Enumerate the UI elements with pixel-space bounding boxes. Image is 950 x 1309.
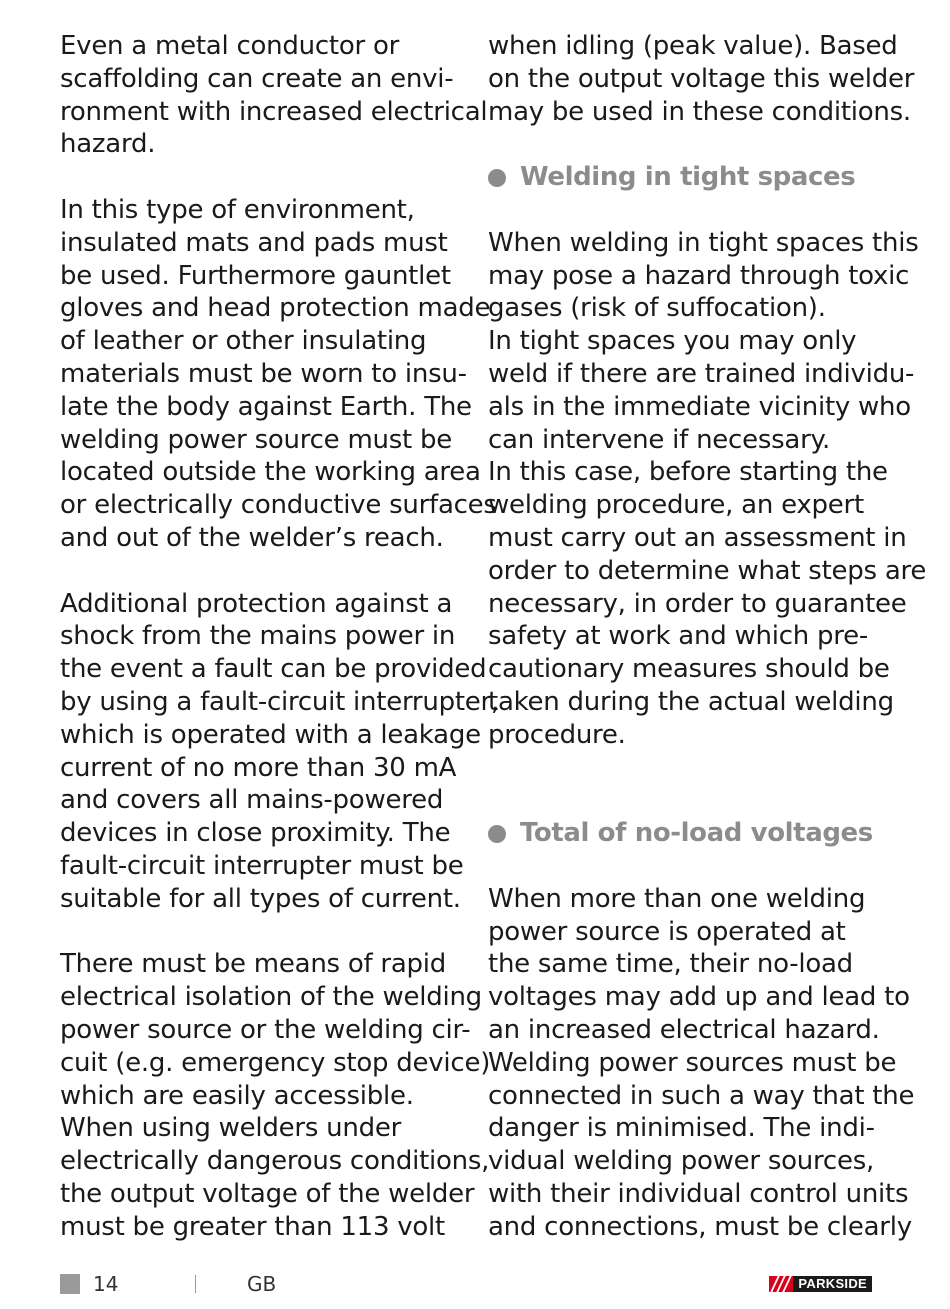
text-line: an increased electrical hazard. [488,1014,880,1045]
text-line: must carry out an assessment in [488,522,907,553]
text-line: There must be means of rapid [60,949,447,980]
text-line: suitable for all types of current. [60,883,461,914]
paragraph [60,30,488,161]
logo-stripes-icon [769,1276,793,1292]
text-line: In this case, before starting the [488,457,888,488]
text-line: the same time, their no-load [488,949,853,980]
paragraph [488,227,927,752]
paragraph [60,948,491,1243]
text-line: on the output voltage this welder [488,63,915,94]
text-line: materials must be worn to insu- [60,358,467,389]
language-code: GB [247,1272,277,1296]
text-line: scaffolding can create an envi- [60,63,454,94]
text-line: electrically dangerous conditions, [60,1146,490,1177]
text-line: welding procedure, an expert [488,490,864,521]
text-line: ronment with increased electrical [60,96,488,127]
text-line: located outside the working area [60,457,481,488]
text-line: necessary, in order to guarantee [488,588,907,619]
section-heading-text: Total of no-load voltages [520,818,873,849]
right-column [488,30,927,1243]
text-line: hazard. [60,129,156,160]
text-line: and covers all mains-powered [60,785,444,816]
text-line: als in the immediate vicinity who [488,391,911,422]
text-line: safety at work and which pre- [488,621,868,652]
text-line: cautionary measures should be [488,654,890,685]
footer-divider [195,1275,196,1293]
paragraph [60,588,499,916]
text-line: may pose a hazard through toxic [488,260,910,291]
text-line: can intervene if necessary. [488,424,830,455]
page-number: 14 [93,1272,119,1296]
text-line: Even a metal conductor or [60,31,400,61]
text-line: late the body against Earth. The [60,391,472,422]
text-line: fault-circuit interrupter must be [60,850,464,881]
text-line: vidual welding power sources, [488,1146,874,1177]
text-line: When more than one welding [488,883,866,914]
text-line: and connections, must be clearly [488,1211,912,1242]
left-column [60,30,499,1243]
text-line: and out of the welder’s reach. [60,522,444,553]
page-footer [60,1272,872,1296]
parkside-logo [769,1276,872,1292]
text-line: be used. Furthermore gauntlet [60,260,451,291]
text-line: devices in close proximity. The [60,818,451,849]
text-line: order to determine what steps are [488,555,927,586]
text-line: insulated mats and pads must [60,227,448,258]
text-line: voltages may add up and lead to [488,982,910,1013]
text-line: when idling (peak value). Based [488,31,898,61]
text-line: gases (risk of suffocation). [488,293,826,324]
text-line: shock from the mains power in [60,621,456,652]
text-line: taken during the actual welding [488,686,894,717]
text-line: which is operated with a leakage [60,719,481,750]
text-line: with their individual control units [488,1178,909,1209]
section-heading [488,817,898,850]
text-line: weld if there are trained individu- [488,358,915,389]
text-line: which are easily accessible. [60,1080,414,1111]
text-line: the event a fault can be provided [60,654,487,685]
section-heading-text: Welding in tight spaces [520,162,856,193]
text-line: electrical isolation of the welding [60,982,482,1013]
text-line: danger is minimised. The indi- [488,1113,875,1144]
text-line: must be greater than 113 volt [60,1211,445,1242]
text-line: connected in such a way that the [488,1080,915,1111]
paragraph [488,883,915,1244]
text-line: gloves and head protection made [60,293,491,324]
text-line: procedure. [488,719,626,750]
text-line: When using welders under [60,1113,402,1144]
text-line: may be used in these conditions. [488,96,911,127]
text-line: of leather or other insulating [60,326,427,357]
text-line: In tight spaces you may only [488,326,857,357]
bullet-icon [488,825,506,843]
text-line: power source is operated at [488,916,846,947]
page-marker-icon [60,1274,80,1294]
section-heading [488,161,898,194]
text-line: the output voltage of the welder [60,1178,475,1209]
text-line: current of no more than 30 mA [60,752,457,783]
brand-wordmark: PARKSIDE [793,1276,872,1292]
text-line: or electrically conductive surfaces [60,490,497,521]
paragraph [488,30,915,128]
text-line: In this type of environment, [60,194,415,225]
text-line: welding power source must be [60,424,453,455]
text-line: by using a fault-circuit interrupter, [60,686,499,717]
text-line: cuit (e.g. emergency stop device) [60,1047,491,1078]
text-line: When welding in tight spaces this [488,227,919,258]
text-line: power source or the welding cir- [60,1014,471,1045]
paragraph [60,194,497,555]
text-line: Additional protection against a [60,588,453,619]
bullet-icon [488,169,506,187]
text-line: Welding power sources must be [488,1047,897,1078]
